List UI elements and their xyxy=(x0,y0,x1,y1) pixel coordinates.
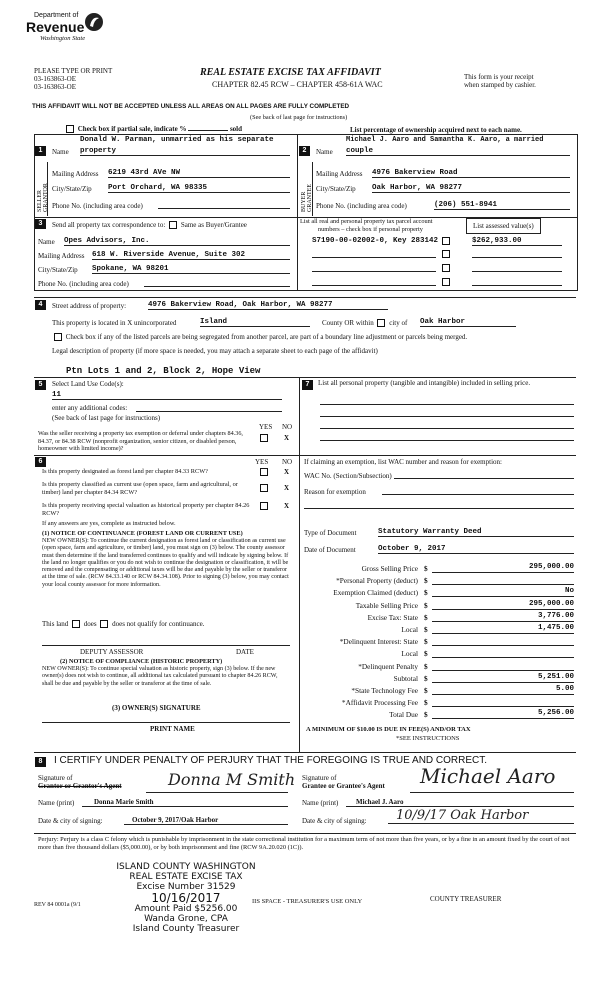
buyer-phone-label: Phone No. (including area code) xyxy=(316,202,407,210)
s6-no: NO xyxy=(282,458,293,466)
tax-row-dollar: $ xyxy=(424,637,428,647)
grantee-name[interactable]: Michael J. Aaro xyxy=(346,798,574,807)
does-not-checkbox[interactable] xyxy=(100,620,108,628)
tax-row-label: *Personal Property (deduct) xyxy=(336,576,418,586)
segregated-checkbox[interactable] xyxy=(54,333,62,341)
corr-city-label: City/State/Zip xyxy=(38,266,78,274)
s6-if-yes: If any answers are yes, complete as instructed below. xyxy=(42,520,176,527)
corr-city[interactable]: Spokane, WA 98201 xyxy=(92,265,290,274)
tax-row-dollar: $ xyxy=(424,625,428,634)
s6-q2-yes[interactable] xyxy=(260,484,268,492)
assessed-head xyxy=(466,218,541,234)
claiming-label: If claiming an exemption, list WAC number and reason for exemption: xyxy=(304,458,502,466)
form-subtitle: CHAPTER 82.45 RCW – CHAPTER 458-61A WAC xyxy=(212,80,383,89)
segregated-label: Check box if any of the listed parcels are being segregated from another parcel, are part of a boundary line adjustment or parcels being merged. xyxy=(65,333,468,341)
s5-no-mark[interactable]: X xyxy=(284,434,290,442)
tax-row-dollar: $ xyxy=(424,576,428,586)
grantee-name-label: Name (print) xyxy=(302,799,339,807)
buyer-addr[interactable]: 4976 Bakerview Road xyxy=(372,169,570,178)
segregated-row xyxy=(52,333,467,341)
county-or-label xyxy=(322,319,407,327)
city-name[interactable]: Oak Harbor xyxy=(420,318,516,327)
does-label: does xyxy=(83,620,97,628)
grantor-date[interactable]: October 9, 2017/Oak Harbor xyxy=(124,816,288,825)
partial-sale-label: Check box if partial sale, indicate % xyxy=(77,125,187,133)
list-pct: List percentage of ownership acquired next to each name. xyxy=(350,126,522,134)
tax-row-label: Local xyxy=(401,625,418,634)
s5-no: NO xyxy=(282,423,293,431)
parcel-4[interactable] xyxy=(312,285,436,286)
section-8-num: 8 xyxy=(35,757,46,767)
tax-row-dollar: $ xyxy=(424,661,428,671)
buyer-addr-label: Mailing Address xyxy=(316,170,363,178)
corr-phone-label: Phone No. (including area code) xyxy=(38,280,129,288)
section-4-num: 4 xyxy=(35,300,46,310)
seller-city-label: City/State/Zip xyxy=(52,185,92,193)
tax-row-value[interactable] xyxy=(432,697,574,707)
personal-property-label: List all personal property (tangible and intangible) included in selling price. xyxy=(318,379,531,387)
grantee-sig-label-2: Grantee or Grantee's Agent xyxy=(302,782,385,790)
tax-row-dollar: $ xyxy=(424,600,428,610)
tax-row-label: Excise Tax: State xyxy=(367,612,418,622)
land-use-see-back: (See back of last page for instructions) xyxy=(52,414,161,422)
grantor-signature[interactable]: Donna M Smith xyxy=(168,770,296,789)
buyer-side-label: BUYER GRANTEE xyxy=(301,184,313,212)
grantor-name[interactable]: Donna Marie Smith xyxy=(82,798,288,807)
partial-sale-sold: sold xyxy=(229,125,243,133)
tax-row-dollar: $ xyxy=(424,698,428,708)
grantee-date[interactable]: 10/9/17 Oak Harbor xyxy=(388,808,574,824)
stamp-line-5: Amount Paid $5256.00 xyxy=(134,904,238,914)
grantor-name-label: Name (print) xyxy=(38,799,75,807)
tax-row-dollar: $ xyxy=(424,612,428,622)
buyer-name-2[interactable]: couple xyxy=(346,147,570,156)
partial-sale-row xyxy=(64,125,242,133)
s6-q3: Is this property receiving special valuation as historical property per chapter 84.26 RCW? xyxy=(42,502,250,517)
county-or: County OR within xyxy=(322,319,374,327)
tax-row-value[interactable]: 5,251.00 xyxy=(432,673,574,683)
does-checkbox[interactable] xyxy=(72,620,80,628)
tax-row-value[interactable]: 295,000.00 xyxy=(432,563,574,573)
form-code-1: 03-163863-OE xyxy=(34,75,76,83)
additional-codes-label: enter any additional codes: xyxy=(52,404,128,412)
parcel-4-checkbox[interactable] xyxy=(442,278,450,286)
parcel-head-2: numbers – check box if personal property xyxy=(318,226,423,233)
logo-revenue: Revenue xyxy=(26,19,85,35)
rev-code: REV 84 0001a (9/1 xyxy=(34,902,81,908)
tax-row-label: Local xyxy=(401,649,418,659)
county-treasurer: COUNTY TREASURER xyxy=(430,895,502,903)
grantor-date-label: Date & city of signing: xyxy=(38,817,103,825)
s6-q2: Is this property classified as current use (open space, farm and agricultural, or timber) land per chapter 84.34 RCW? xyxy=(42,481,238,496)
parcel-2-checkbox[interactable] xyxy=(442,250,450,258)
section-5-num: 5 xyxy=(35,380,46,390)
seller-side-label: SELLER GRANTOR xyxy=(37,183,49,212)
tax-row-value[interactable] xyxy=(432,661,574,671)
assessed-head-label: List assessed value(s) xyxy=(473,222,534,230)
minimum-due: A MINIMUM OF $10.00 IS DUE IN FEE(S) AND/OR TAX xyxy=(306,726,471,733)
s6-q1: Is this property designated as forest land per chapter 84.33 RCW? xyxy=(42,468,208,475)
doc-date-label: Date of Document xyxy=(304,546,356,554)
city-of: city of xyxy=(389,319,408,327)
s6-q3-no[interactable]: X xyxy=(284,502,290,510)
send-correspondence xyxy=(52,221,247,229)
corr-addr-label: Mailing Address xyxy=(38,252,85,260)
logo-state: Washington State xyxy=(40,35,86,42)
land-use-code[interactable]: 11 xyxy=(52,391,282,400)
additional-codes[interactable] xyxy=(136,411,282,412)
buyer-city-label: City/State/Zip xyxy=(316,185,356,193)
section-7-num: 7 xyxy=(302,380,313,390)
corr-name[interactable]: Opes Advisors, Inc. xyxy=(64,237,290,246)
this-land: This land xyxy=(42,620,69,628)
parcel-head-1: List all real and personal property tax parcel account xyxy=(300,218,433,225)
section-2-num: 2 xyxy=(299,146,310,156)
grantee-date-label: Date & city of signing: xyxy=(302,817,367,825)
buyer-phone[interactable]: (206) 551-8941 xyxy=(434,201,570,210)
parcel-3[interactable] xyxy=(312,271,436,272)
seller-phone-label: Phone No. (including area code) xyxy=(52,202,143,210)
section-6-num: 6 xyxy=(35,457,46,467)
same-as-label: Same as Buyer/Grantee xyxy=(180,221,247,229)
deputy-date: DATE xyxy=(236,648,254,656)
stamp-line-3: Excise Number 31529 xyxy=(136,882,236,892)
parcel-3-checkbox[interactable] xyxy=(442,264,450,272)
treasurer-space: IIS SPACE - TREASURER'S USE ONLY xyxy=(252,898,363,905)
tax-row-value[interactable]: 5.00 xyxy=(432,685,574,695)
s5-yes-checkbox[interactable] xyxy=(260,434,268,442)
legal-label: Legal description of property (if more space is needed, you may attach a separate sheet to each page of the affidavit) xyxy=(52,347,378,355)
notice2-title: (2) NOTICE OF COMPLIANCE (HISTORIC PROPERTY) xyxy=(60,658,223,665)
grantee-signature[interactable]: Michael Aaro xyxy=(420,764,556,788)
tax-row-dollar: $ xyxy=(424,564,428,573)
seller-phone[interactable] xyxy=(158,208,290,209)
tax-row-dollar: $ xyxy=(424,588,428,598)
see-back: (See back of last page for instructions) xyxy=(250,114,348,121)
s6-yes: YES xyxy=(255,458,269,466)
doc-date[interactable]: October 9, 2017 xyxy=(378,545,574,554)
notice1-title: (1) NOTICE OF CONTINUANCE (FOREST LAND OR CURRENT USE) xyxy=(42,530,243,537)
tax-row-label: *Delinquent Interest: State xyxy=(339,637,418,647)
tax-row-value[interactable]: 5,256.00 xyxy=(432,709,574,719)
tax-row-label: Total Due xyxy=(389,710,418,720)
section-3-num: 3 xyxy=(35,219,46,229)
legal-description[interactable]: Ptn Lots 1 and 2, Block 2, Hope View xyxy=(66,366,261,376)
doc-type[interactable]: Statutory Warranty Deed xyxy=(378,528,574,537)
assessed-4[interactable] xyxy=(472,285,562,286)
wac-label: WAC No. (Section/Subsection) xyxy=(304,472,392,480)
parcel-number[interactable]: S7190-00-02002-0, Key 283142 xyxy=(312,237,439,245)
tax-row-value[interactable]: 295,000.00 xyxy=(432,600,574,610)
does-not-label: does not qualify for continuance. xyxy=(112,620,205,628)
located-label: This property is located in X unincorporated xyxy=(52,319,177,327)
parcel-2[interactable] xyxy=(312,257,436,258)
please-type: PLEASE TYPE OR PRINT xyxy=(34,67,113,75)
grantee-sig-label-1: Signature of xyxy=(302,774,337,782)
reason-line-2[interactable] xyxy=(304,508,574,509)
tax-row-value[interactable]: 1,475.00 xyxy=(432,624,574,634)
street-label: Street address of property: xyxy=(52,302,127,310)
corr-phone[interactable] xyxy=(144,286,290,287)
seller-name-2[interactable]: property xyxy=(80,147,290,156)
send-label: Send all property tax correspondence to: xyxy=(52,221,166,229)
doc-type-label: Type of Document xyxy=(304,529,357,537)
owner-signature: (3) OWNER(S) SIGNATURE xyxy=(112,704,201,712)
buyer-name-label: Name xyxy=(316,148,333,156)
tax-row-label: *Delinquent Penalty xyxy=(358,661,418,671)
notice2-body: NEW OWNER(S): To continue special valuation as historic property, sign (3) below. If the new owner(s) does not wish to continue, all additional tax calculated pursuant to chapter 84.26 RCW, shall be due and payable by the seller or transferor at the time of sale. xyxy=(42,666,278,687)
wac-input[interactable] xyxy=(394,478,574,479)
assessed-3[interactable] xyxy=(472,271,562,272)
seller-addr[interactable]: 6219 43rd AVe NW xyxy=(108,169,290,178)
s5-yes: YES xyxy=(259,423,273,431)
seller-addr-label: Mailing Address xyxy=(52,170,99,178)
receipt-note-2: when stamped by cashier. xyxy=(464,81,536,89)
form-title: REAL ESTATE EXCISE TAX AFFIDAVIT xyxy=(200,67,381,78)
stamp-line-2: REAL ESTATE EXCISE TAX xyxy=(129,872,243,882)
tax-row-label: *State Technology Fee xyxy=(351,686,418,695)
s6-q3-yes[interactable] xyxy=(260,502,268,510)
s6-q2-no[interactable]: X xyxy=(284,484,290,492)
same-as-checkbox[interactable] xyxy=(169,221,177,229)
deputy-assessor: DEPUTY ASSESSOR xyxy=(80,648,144,656)
assessed-2[interactable] xyxy=(472,257,562,258)
reason-input[interactable] xyxy=(382,494,574,495)
assessed-value[interactable]: $262,933.00 xyxy=(472,237,562,246)
tax-row-value[interactable]: 3,776.00 xyxy=(432,612,574,622)
tax-row-dollar: $ xyxy=(424,649,428,659)
partial-sale-pct[interactable] xyxy=(188,130,228,131)
section-1-num: 1 xyxy=(35,146,46,156)
perjury-note: Perjury: Perjury is a class C felony which is punishable by imprisonment in the state correctional institution for a maximum term of not more than five years, or by a fine in an amount fixed by the court of not more than five thousand dollars ($5,000.00), or by both imprisonment and fine (RCW 9A.20.020 (1C)). xyxy=(38,836,570,851)
receipt-note-1: This form is your receipt xyxy=(464,73,534,81)
tax-row-dollar: $ xyxy=(424,710,428,720)
grantor-sig-label-2: Grantor or Grantor's Agent xyxy=(38,782,122,790)
stamp-line-4: 10/16/2017 xyxy=(151,891,221,905)
buyer-name-1[interactable]: Michael J. Aaro and Samantha K. Aaro, a married xyxy=(346,136,544,144)
notice1-body: NEW OWNER(S): To continue the current designation as forest land or classification as current use (open space, farm and agriculture, or timber) land, you must sign on (3) below. The county assessor must then determine if the land transferred continues to qualify and will indicate by signing below. If the land no longer qualifies or you do not wish to continue the designation or classification, it will be removed and the compensating or additional taxes will be due and payable by the seller or transferor at the time of sale. (RCW 84.33.140 or RCW 84.34.108). Prior to signing (3) below, you may contact your local county assessor for more information. xyxy=(42,538,289,588)
s6-q1-yes[interactable] xyxy=(260,468,268,476)
seller-name-1[interactable]: Donald W. Parman, unmarried as his separate xyxy=(80,136,274,144)
county-name[interactable]: Island xyxy=(200,318,310,327)
seller-name-label: Name xyxy=(52,148,69,156)
tax-row-label: Taxable Selling Price xyxy=(355,600,418,610)
tax-row-dollar: $ xyxy=(424,673,428,683)
tax-row-value[interactable] xyxy=(432,648,574,658)
continuance-row xyxy=(42,620,204,628)
logo-dept: Department of xyxy=(34,12,79,19)
stamp-line-1: ISLAND COUNTY WASHINGTON xyxy=(116,862,256,872)
form-code-2: 03-163863-OE xyxy=(34,83,76,91)
partial-sale-checkbox[interactable] xyxy=(66,125,74,133)
street-address[interactable]: 4976 Bakerview Road, Oak Harbor, WA 98277 xyxy=(148,301,388,310)
logo-mark-icon xyxy=(84,12,104,32)
s6-q1-no[interactable]: X xyxy=(284,468,290,476)
seller-city[interactable]: Port Orchard, WA 98335 xyxy=(108,184,290,193)
see-instructions: *SEE INSTRUCTIONS xyxy=(396,735,460,742)
city-checkbox[interactable] xyxy=(377,319,385,327)
tax-row-label: Gross Selling Price xyxy=(361,564,418,573)
print-name: PRINT NAME xyxy=(150,725,195,733)
corr-addr[interactable]: 618 W. Riverside Avenue, Suite 302 xyxy=(92,251,290,260)
tax-row-value[interactable] xyxy=(432,575,574,585)
buyer-city[interactable]: Oak Harbor, WA 98277 xyxy=(372,184,570,193)
parcel-1-checkbox[interactable] xyxy=(442,237,450,245)
certify-statement: I CERTIFY UNDER PENALTY OF PERJURY THAT THE FOREGOING IS TRUE AND CORRECT. xyxy=(54,755,488,766)
corr-name-label: Name xyxy=(38,238,55,246)
grantor-sig-label-1: Signature of xyxy=(38,774,73,782)
dor-logo xyxy=(24,12,104,52)
tax-row-value[interactable] xyxy=(432,636,574,646)
stamp-line-7: Island County Treasurer xyxy=(132,924,240,934)
stamp-line-6: Wanda Grone, CPA xyxy=(144,914,228,924)
warning-banner: THIS AFFIDAVIT WILL NOT BE ACCEPTED UNLESS ALL AREAS ON ALL PAGES ARE FULLY COMPLETED xyxy=(32,103,350,110)
tax-row-label: Subtotal xyxy=(393,673,418,683)
tax-row-label: *Affidavit Processing Fee xyxy=(341,698,418,708)
tax-row-value[interactable]: No xyxy=(432,587,574,597)
tax-row-label: Exemption Claimed (deduct) xyxy=(333,588,418,598)
reason-label: Reason for exemption xyxy=(304,488,366,496)
tax-row-dollar: $ xyxy=(424,686,428,695)
land-use-label: Select Land Use Code(s): xyxy=(52,380,124,388)
s5-question: Was the seller receiving a property tax exemption or deferral under chapters 84.36, 84.37, or 84.38 RCW (nonprofit organization, senior citizen, or disabled person, homeowner with limited income)? xyxy=(38,430,243,452)
